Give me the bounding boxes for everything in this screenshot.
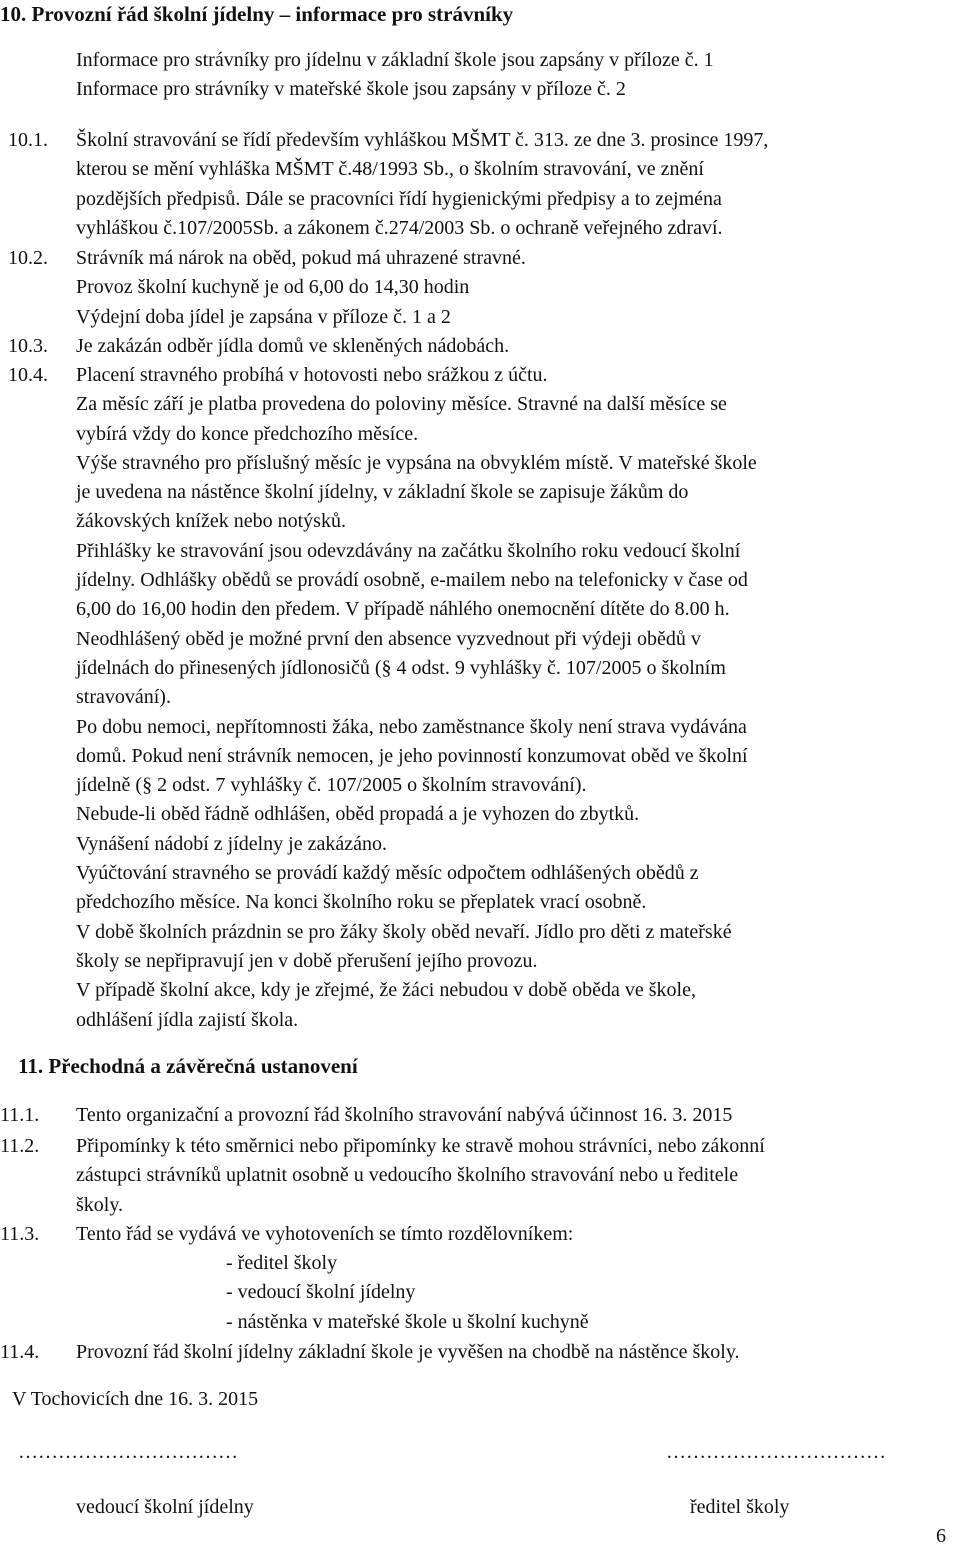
section-10-intro xyxy=(76,46,714,105)
text-line: jídelně (§ 2 odst. 7 vyhlášky č. 107/2005 o školním stravování). xyxy=(76,774,587,797)
text-line: zástupci strávníků uplatnit osobně u vedoucího školního stravování nebo u ředitele xyxy=(76,1164,739,1187)
text-line: školy. xyxy=(76,1193,124,1216)
text-line: 6,00 do 16,00 hodin den předem. V případě náhlého onemocnění dítěte do 8.00 h. xyxy=(76,598,730,621)
text-line: Je zakázán odběr jídla domů ve skleněných nádobách. xyxy=(76,335,510,357)
text-line: vyhláškou č.107/2005Sb. a zákonem č.274/2003 Sb. o ochraně veřejného zdraví. xyxy=(76,216,723,239)
item-number: 11.2. xyxy=(0,1135,40,1157)
text-line: V případě školní akce, kdy je zřejmé, že žáci nebudou v době oběda ve škole, xyxy=(76,979,696,1002)
section-10-title: 10. Provozní řád školní jídelny – informace pro strávníky xyxy=(0,2,514,26)
text-line: V době školních prázdnin se pro žáky školy oběd nevaří. Jídlo pro děti z mateřské xyxy=(76,920,732,943)
distribution-item: - vedoucí školní jídelny xyxy=(226,1281,416,1304)
item-11-4 xyxy=(0,1338,950,1367)
text-line: Školní stravování se řídí především vyhláškou MŠMT č. 313. ze dne 3. prosince 1997, xyxy=(76,129,769,151)
text-line: předchozího měsíce. Na konci školního roku se přeplatek vrací osobně. xyxy=(76,891,647,914)
text-line: Vyúčtování stravného se provádí každý měsíc odpočtem odhlášených obědů z xyxy=(76,862,699,885)
item-10-4 xyxy=(8,361,958,1035)
signature-label-left: vedoucí školní jídelny xyxy=(76,1496,254,1518)
item-text xyxy=(76,1132,950,1220)
section-11-title: 11. Přechodná a závěrečná ustanovení xyxy=(18,1054,358,1078)
text-line: pozdějších předpisů. Dále se pracovníci řídí hygienickými předpisy a to zejména xyxy=(76,187,722,210)
item-number: 11.4. xyxy=(0,1341,40,1363)
item-11-2 xyxy=(0,1132,950,1220)
text-line: Strávník má nárok na oběd, pokud má uhrazené stravné. xyxy=(76,247,526,269)
text-line: domů. Pokud není strávník nemocen, je jeho povinností konzumovat oběd ve školní xyxy=(76,744,748,767)
item-text xyxy=(76,1101,950,1130)
signature-line-right: …………………………… xyxy=(666,1441,886,1463)
item-text xyxy=(76,244,958,332)
text-line: školy se nepřipravují jen v době přerušení jejího provozu. xyxy=(76,949,538,972)
place-date: V Tochovicích dne 16. 3. 2015 xyxy=(12,1388,259,1410)
page-number: 6 xyxy=(936,1525,946,1547)
text-line: Provozní řád školní jídelny základní škole je vyvěšen na chodbě na nástěnce školy. xyxy=(76,1341,740,1363)
text-line: jídelnách do přinesených jídlonosičů (§ 4 odst. 9 vyhlášky č. 107/2005 o školním xyxy=(76,656,726,679)
text-line: vybírá vždy do konce předchozího měsíce. xyxy=(76,422,419,445)
distribution-item: - nástěnka v mateřské škole u školní kuchyně xyxy=(226,1310,589,1333)
text-line: Placení stravného probíhá v hotovosti nebo srážkou z účtu. xyxy=(76,364,548,386)
text-line: Výše stravného pro příslušný měsíc je vypsána na obvyklém místě. V mateřské škole xyxy=(76,451,757,474)
text-line: žákovských knížek nebo notýsků. xyxy=(76,510,346,533)
signature-label-right: ředitel školy xyxy=(690,1496,790,1518)
item-11-1 xyxy=(0,1101,950,1130)
text-line: Po dobu nemoci, nepřítomnosti žáka, nebo zaměstnance školy není strava vydávána xyxy=(76,715,747,738)
distribution-item: - ředitel školy xyxy=(226,1252,338,1274)
text-line: jídelny. Odhlášky obědů se provádí osobně, e-mailem nebo na telefonicky v čase od xyxy=(76,569,748,592)
item-text xyxy=(76,1220,950,1249)
item-number: 10.1. xyxy=(8,129,48,151)
text-line: je uvedena na nástěnce školní jídelny, v základní škole se zapisuje žákům do xyxy=(76,481,689,504)
text-line: Provoz školní kuchyně je od 6,00 do 14,30 hodin xyxy=(76,276,470,299)
item-number: 11.3. xyxy=(0,1223,40,1245)
signature-line-left: …………………………… xyxy=(18,1441,238,1463)
item-number: 11.1. xyxy=(0,1104,40,1126)
item-number: 10.4. xyxy=(8,364,48,386)
intro-line: Informace pro strávníky pro jídelnu v základní škole jsou zapsány v příloze č. 1 xyxy=(76,49,714,71)
item-number: 10.2. xyxy=(8,247,48,269)
text-line: Vynášení nádobí z jídelny je zakázáno. xyxy=(76,832,387,855)
item-number: 10.3. xyxy=(8,335,48,357)
text-line: Připomínky k této směrnici nebo připomínky ke stravě mohou strávníci, nebo zákonní xyxy=(76,1135,765,1157)
text-line: Neodhlášený oběd je možné první den absence vyzvednout při výdeji obědů v xyxy=(76,627,701,650)
distribution-list xyxy=(226,1249,589,1337)
text-line: Tento řád se vydává ve vyhotoveních se tímto rozdělovníkem: xyxy=(76,1223,574,1245)
text-line: kterou se mění vyhláška MŠMT č.48/1993 Sb., o školním stravování, ve znění xyxy=(76,158,704,181)
text-line: Za měsíc září je platba provedena do poloviny měsíce. Stravné na další měsíce se xyxy=(76,393,727,416)
item-10-2 xyxy=(8,244,958,332)
item-text xyxy=(76,332,958,361)
text-line: Výdejní doba jídel je zapsána v příloze č. 1 a 2 xyxy=(76,305,451,328)
item-text xyxy=(76,126,958,243)
item-11-3 xyxy=(0,1220,950,1249)
text-line: odhlášení jídla zajistí škola. xyxy=(76,1008,299,1031)
text-line: Přihlášky ke stravování jsou odevzdávány na začátku školního roku vedoucí školní xyxy=(76,539,741,562)
item-10-1 xyxy=(8,126,958,243)
item-text xyxy=(76,361,958,1035)
intro-line: Informace pro strávníky v mateřské škole jsou zapsány v příloze č. 2 xyxy=(76,78,626,101)
item-text xyxy=(76,1338,950,1367)
item-10-3 xyxy=(8,332,958,361)
text-line: stravování). xyxy=(76,686,171,709)
text-line: Nebude-li oběd řádně odhlášen, oběd propadá a je vyhozen do zbytků. xyxy=(76,803,640,826)
text-line: Tento organizační a provozní řád školního stravování nabývá účinnost 16. 3. 2015 xyxy=(76,1104,733,1126)
